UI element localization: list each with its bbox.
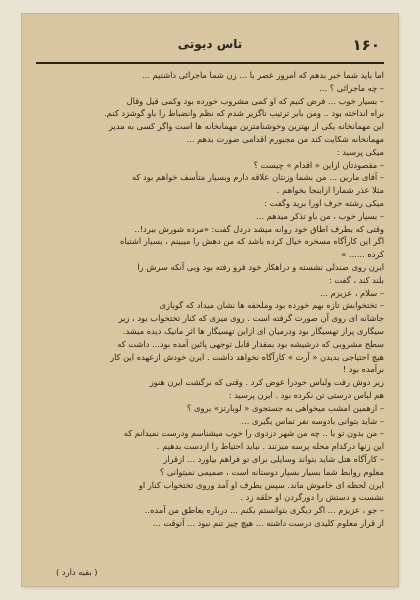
text-line: – تختخوابش تازه بهم خورده بود وملحفه ها نشان میداد که گوبازی [159,300,384,311]
text-line: براه انداخته بود .. ومن بابر ترتیب ناگزیر شدم که نظم وانضباط را باو گوشزد کنم. [104,108,384,119]
text-line: معلوم روابط شما بسیار بسیار دوستانه است ، صمیمی نمیتوانی ؟ [159,466,384,477]
page-number: ۱۶۰ [352,36,380,54]
text-line: – بسیار خوب ... فرض کنیم که او کمی مشروب خورده بود وکمی قیل وقال [126,95,384,106]
text-line: سطح مشروبی که درشیشه بود بمقدار قابل توجهی پائین آمده بود... داشت که [117,338,384,349]
text-line: از قرار معلوم کلیدی درست داشته ... هیچ چیز تنم نبود ... آتوقت ... [152,517,384,528]
text-line: میکی پرسید : [336,146,384,157]
text-line: اما باید شما خبر بدهم که امروز عصر با ... زن شما ماجرائی داشتیم ... [142,70,384,80]
text-line: میکی رشته حرف اورا برید وگفت : [264,197,384,208]
page-header [40,36,380,58]
text-line: کرده ...... » [341,249,384,260]
text-line: جاشانه ای روی آن صورت گرفته است . روی میزی که کنار تختخواب بود ، زیر [118,313,384,324]
text-line: – ازهمین امشب میخواهی به جستجوی « لوبارتز» بروی ؟ [186,402,384,413]
text-line: این زنها درکدام محله پرسه میزنند . نباید احتیاط را ازدست بدهیم . [156,441,384,452]
text-line: – من بدون تو با .. چه من شهر دزدوی را خوب میشناسم ودرست نمیدانم که [123,428,384,439]
text-line: – آقای مارین ... من بشما وزنتان علاقه دارم وبسیار متأسف خواهم بود که [131,172,384,183]
text-line: – مقصودتان ازاین « اقدام » چیست ؟ [253,159,384,170]
text-line: هم لباس درستی تن نکرده بود . ایرن پرسید : [228,389,384,400]
text-line: وقتی که بطرف اطاق خود روانه میشد دردل گفت: «مرده شورش ببرد!.. [134,223,384,234]
text-line: – جو ، عزیزم ... اگر دیگری بتوانستم بکنم ... درباره بعاطق من آمده.. [144,505,384,516]
text-line: مهمانخانه شکایت کند من مجبورم اقدامی صورت بدهم ... [186,133,384,144]
text-line: ایرن روی صندلی نشسته و دراهکار خود فرو رفته بود وبی آنکه سرش را [137,261,384,272]
page [22,14,398,586]
text-line: اگر این کارآگاه مسخره خیال کرده باشد که من دهش را میبینم ، بسیار اشتباه [120,236,384,247]
story-text [38,69,384,572]
text-line: مثلا عذر شمارا ازاینجا بخواهم . [276,185,384,196]
running-title: تاس دیوتی [177,37,243,51]
text-line: – بسیار خوب ، من باو تذکر میدهم ... [256,210,384,221]
text-line: زیر دوش رفت ولباس خودرا عوض کرد . وقتی که برگشت ایرن هنوز [149,377,384,388]
text-line: برآمده بود ! [342,364,384,375]
text-line: ایرن لحظه ای خاموش ماند. سپس بطرف او آمد وروی تختخواب کنار او [138,479,384,490]
header-rule [36,62,384,64]
text-line: بلند کند ، گفت : [328,274,384,285]
text-line: هیچ احتیاجی بدیدن « آرت » کارآگاه نخواهد داشت . ایرن خودش ازعهده این کار [110,351,384,362]
to-be-continued: ( بقیه دارد ) [56,567,98,577]
text-line: نشست و دستش را دورگردن او حلقه زد . [240,492,384,503]
text-line: – شاید بتوانی بادوسه نفر تماس بگیری ... [241,415,384,426]
text-line: – چه ماجرائی ؟ ... [319,82,384,93]
text-line: – سلام ، عزیزم ... [320,287,384,298]
text-line: – کارآگاه هتل شاید بتواند وسایلی برای تو فراهم بیاورد ... ازقرار [163,453,384,464]
text-line: سیگاری پراز تهسیگار بود ودرمیان ای ازاین تهسیگار ها اثر ماتیک دیده میشد. [122,325,384,336]
text-line: این مهمانخانه یکی از بهترین وخوشنامترین مهمانخانه ها است واگر کسی به مدیر [108,121,384,132]
